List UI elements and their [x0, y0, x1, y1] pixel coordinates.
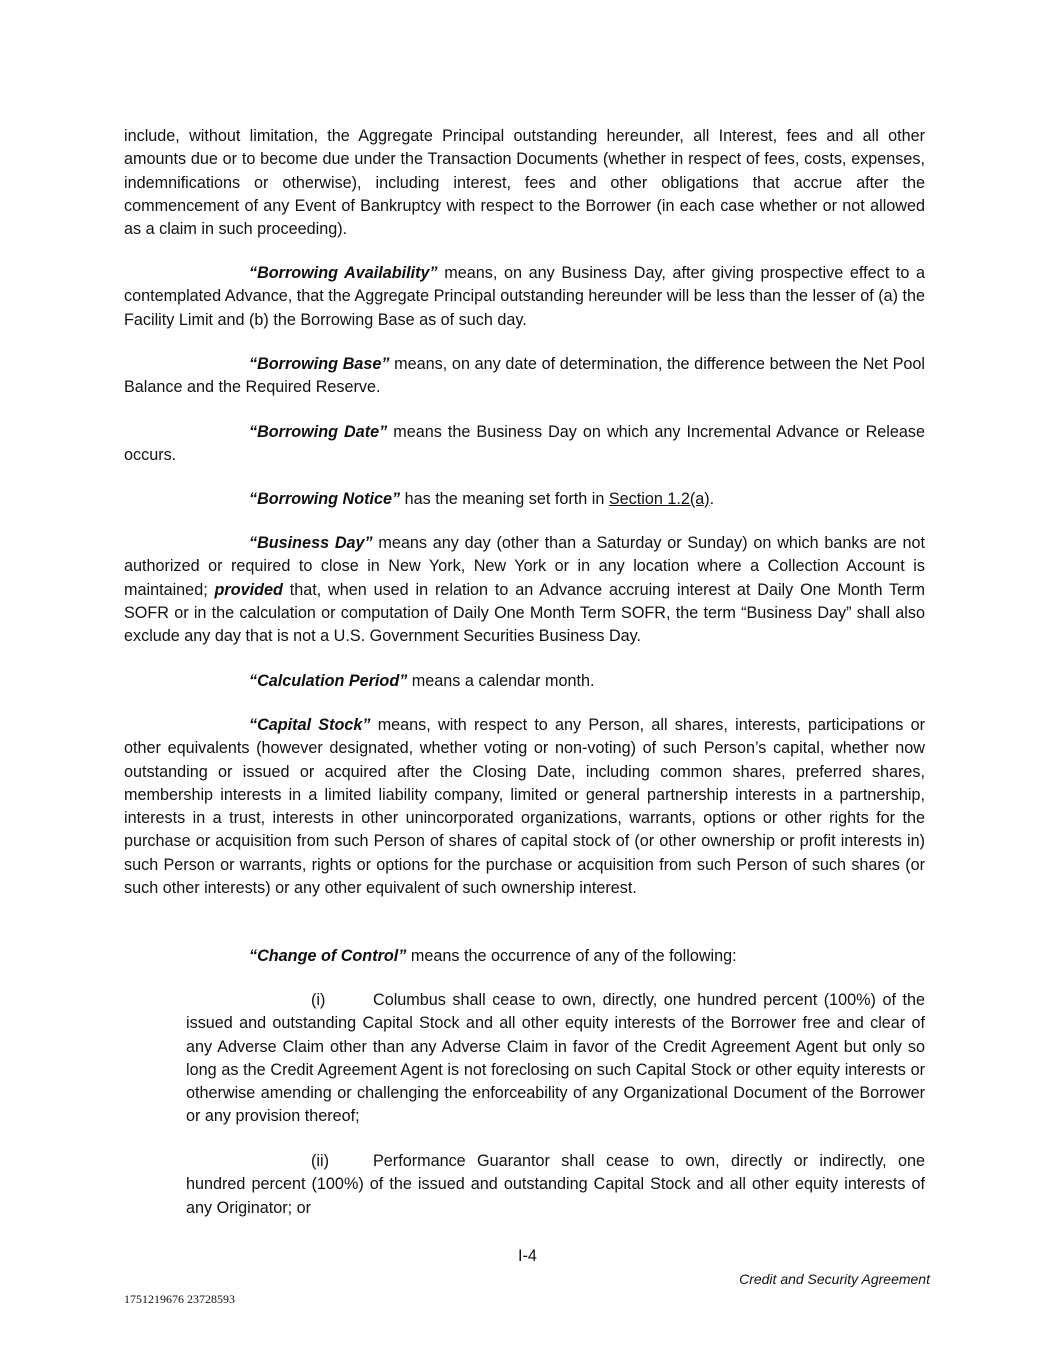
section-reference-link: Section 1.2(a) [608, 490, 710, 508]
definition-text: means, on any date of determination, the difference between the Net Pool Balance and the Required Reserve. [124, 355, 925, 397]
defined-term: “Business Day” [249, 534, 373, 552]
clause-text: Columbus shall cease to own, directly, one hundred percent (100%) of the issued and outstanding Capital Stock and all other equity interests of the Borrower free and clear of any Adverse Claim other than any Adverse Claim in favor of the Credit Agreement Agent but only so long as the Credit Agreement Agent is not foreclosing on such Capital Stock or other equity interests or otherwise amending or challenging the enforceability of any Organizational Document of the Borrower or any provision thereof; [186, 991, 925, 1126]
definition-business-day [124, 532, 925, 648]
defined-term: “Calculation Period” [249, 672, 408, 690]
definition-text: has the meaning set forth in [400, 490, 609, 508]
clause-i [186, 989, 925, 1129]
definition-text: means, with respect to any Person, all shares, interests, participations or other equivalents (however designated, whether voting or non-voting) of such Person’s capital, whether now outstanding or issued or acquired after the Closing Date, including common shares, preferred shares, membership interests in a limited liability company, limited or general partnership interests in a partnership, interests in a trust, interests in other unincorporated organizations, warrants, options or other rights for the purchase or acquisition from such Person of shares of capital stock of (or other ownership or profit interests in) such Person or warrants, rights or options for the purchase or acquisition from such Person of such shares (or such other interests) or any other equivalent of such ownership interest. [124, 716, 925, 898]
clause-text: Performance Guarantor shall cease to own, directly or indirectly, one hundred percent (100%) of the issued and outstanding Capital Stock and all other equity interests of any Originator; or [186, 1152, 925, 1217]
clause-ii [186, 1150, 925, 1220]
definition-text-end: . [709, 490, 715, 508]
definition-change-of-control [124, 945, 925, 968]
footer-document-id: 1751219676 23728593 [124, 1292, 235, 1306]
definition-borrowing-base [124, 353, 925, 400]
page-number: I-4 [518, 1247, 537, 1265]
definition-borrowing-availability [124, 262, 925, 332]
defined-term: “Borrowing Base” [249, 355, 390, 373]
clause-number: (i) [311, 991, 326, 1009]
definition-borrowing-notice [124, 488, 925, 511]
emphasis-provided: provided [214, 580, 283, 599]
definition-text: means, on any Business Day, after giving prospective effect to a contemplated Advance, that the Aggregate Principal outstanding hereunder will be less than the lesser of (a) the Facility Limit and (b) the Borrowing Base as of such day. [124, 264, 925, 329]
intro-paragraph: include, without limitation, the Aggregate Principal outstanding hereunder, all Interest, fees and all other amounts due or to become due under the Transaction Documents (whether in respect of fees, costs, expenses, indemnifications or otherwise), including interest, fees and other obligations that accrue after the commencement of any Event of Bankruptcy with respect to the Borrower (in each case whether or not allowed as a claim in such proceeding). [124, 127, 925, 239]
definition-borrowing-date [124, 421, 925, 468]
definition-text: means any day (other than a Saturday or Sunday) on which banks are not authorized or required to close in New York, New York or in any location where a Collection Account is maintained; [124, 534, 925, 599]
definition-capital-stock [124, 714, 925, 900]
definition-text: means a calendar month. [407, 672, 595, 690]
definition-text: means the occurrence of any of the following: [406, 947, 737, 965]
footer-document-title: Credit and Security Agreement [739, 1271, 930, 1287]
defined-term: “Borrowing Notice” [249, 490, 401, 508]
defined-term: “Capital Stock” [249, 716, 371, 734]
definition-calculation-period [124, 670, 925, 693]
defined-term: “Borrowing Availability” [249, 264, 438, 282]
defined-term: “Change of Control” [249, 947, 407, 965]
definition-text-continued: that, when used in relation to an Advance accruing interest at Daily One Month Term SOFR or in the calculation or computation of Daily One Month Term SOFR, the term “Business Day” shall also exclude any day that is not a U.S. Government Securities Business Day. [124, 580, 925, 646]
definition-text: means the Business Day on which any Incremental Advance or Release occurs. [124, 423, 925, 465]
clause-number: (ii) [311, 1152, 329, 1170]
defined-term: “Borrowing Date” [249, 423, 388, 441]
